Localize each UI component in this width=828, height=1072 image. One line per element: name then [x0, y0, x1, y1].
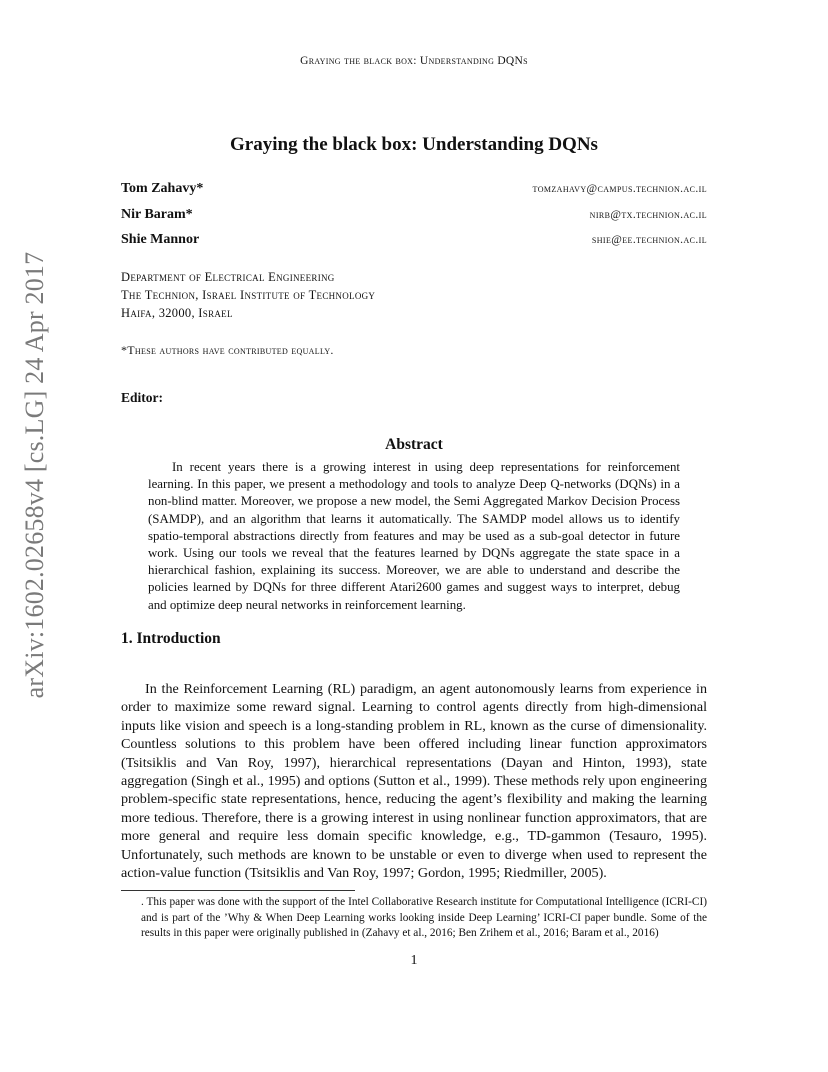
affiliation-line: Haifa, 32000, Israel	[121, 306, 233, 320]
paper-title: Graying the black box: Understanding DQNs	[230, 134, 598, 155]
editor-label: Editor:	[121, 390, 163, 405]
abstract-text: In recent years there is a growing interest in using deep representations for reinforcement learning. In this paper, we present a methodology and tools to analyze Deep Q-networks (DQNs) in a non-blind matter. Moreover, we propose a new model, the Semi Aggregated Markov Decision Process (SAMDP), and an algorithm that learns it automatically. The SAMDP model allows us to identify spatio-temporal abstractions directly from features and may be used as a sub-goal detector in future work. Using our tools we reveal that the features learned by DQNs aggregate the state space in a hierarchical fashion, explaining its success. Moreover, we are able to understand and describe the policies learned by DQNs for three different Atari2600 games and suggest ways to interpret, debug and optimize deep neural networks in reinforcement learning.	[148, 460, 680, 612]
author-email: shie@ee.technion.ac.il	[591, 234, 707, 246]
page-number: 1	[410, 953, 418, 968]
affiliation-line: Department of Electrical Engineering	[121, 270, 335, 284]
footnote: . This paper was done with the support of the Intel Collaborative Research institute for Computational Intelligence (ICRI-CI) and is part of the ’Why & When Deep Learning works looking inside Deep Learning’ ICRI-CI paper bundle. Some of the results in this paper were originally published in (Zahavy et al., 2016; Ben Zrihem et al., 2016; Baram et al., 2016)	[141, 896, 707, 940]
author-entry	[121, 181, 707, 201]
author-name: Tom Zahavy*	[121, 181, 204, 196]
arxiv-identifier-stamp: arXiv:1602.02658v4 [cs.LG] 24 Apr 2017	[20, 251, 49, 699]
author-name: Shie Mannor	[121, 232, 200, 247]
author-entry	[121, 207, 707, 227]
affiliation-block	[121, 268, 375, 322]
author-email: nirb@tx.technion.ac.il	[589, 209, 707, 221]
author-name: Nir Baram*	[121, 207, 193, 222]
abstract-heading: Abstract	[385, 436, 443, 453]
author-entry	[121, 232, 707, 252]
equal-contribution-note: *These authors have contributed equally.	[121, 343, 334, 357]
author-email: tomzahavy@campus.technion.ac.il	[532, 183, 707, 195]
affiliation-line: The Technion, Israel Institute of Technology	[121, 288, 376, 302]
section-heading: 1. Introduction	[121, 630, 221, 647]
introduction-paragraph: In the Reinforcement Learning (RL) paradigm, an agent autonomously learns from experience in order to maximize some reward signal. Learning to control agents directly from high-dimensional inputs like vision and speech is a long-standing problem in RL, known as the curse of dimensionality. Countless solutions to this problem have been offered including linear function approximators (Tsitsiklis and Van Roy, 1997), hierarchical representations (Dayan and Hinton, 1993), state aggregation (Singh et al., 1995) and options (Sutton et al., 1999). These methods rely upon engineering problem-specific state representations, hence, reducing the agent’s flexibility and making the learning more tedious. Therefore, there is a growing interest in using nonlinear function approximators, that are more general and require less domain specific knowledge, e.g., TD-gammon (Tesauro, 1995). Unfortunately, such methods are known to be unstable or even to diverge when used to represent the action-value function (Tsitsiklis and Van Roy, 1997; Gordon, 1995; Riedmiller, 2005).	[121, 681, 707, 882]
footnote-divider	[121, 890, 355, 891]
running-head: Graying the black box: Understanding DQNs	[300, 55, 528, 67]
